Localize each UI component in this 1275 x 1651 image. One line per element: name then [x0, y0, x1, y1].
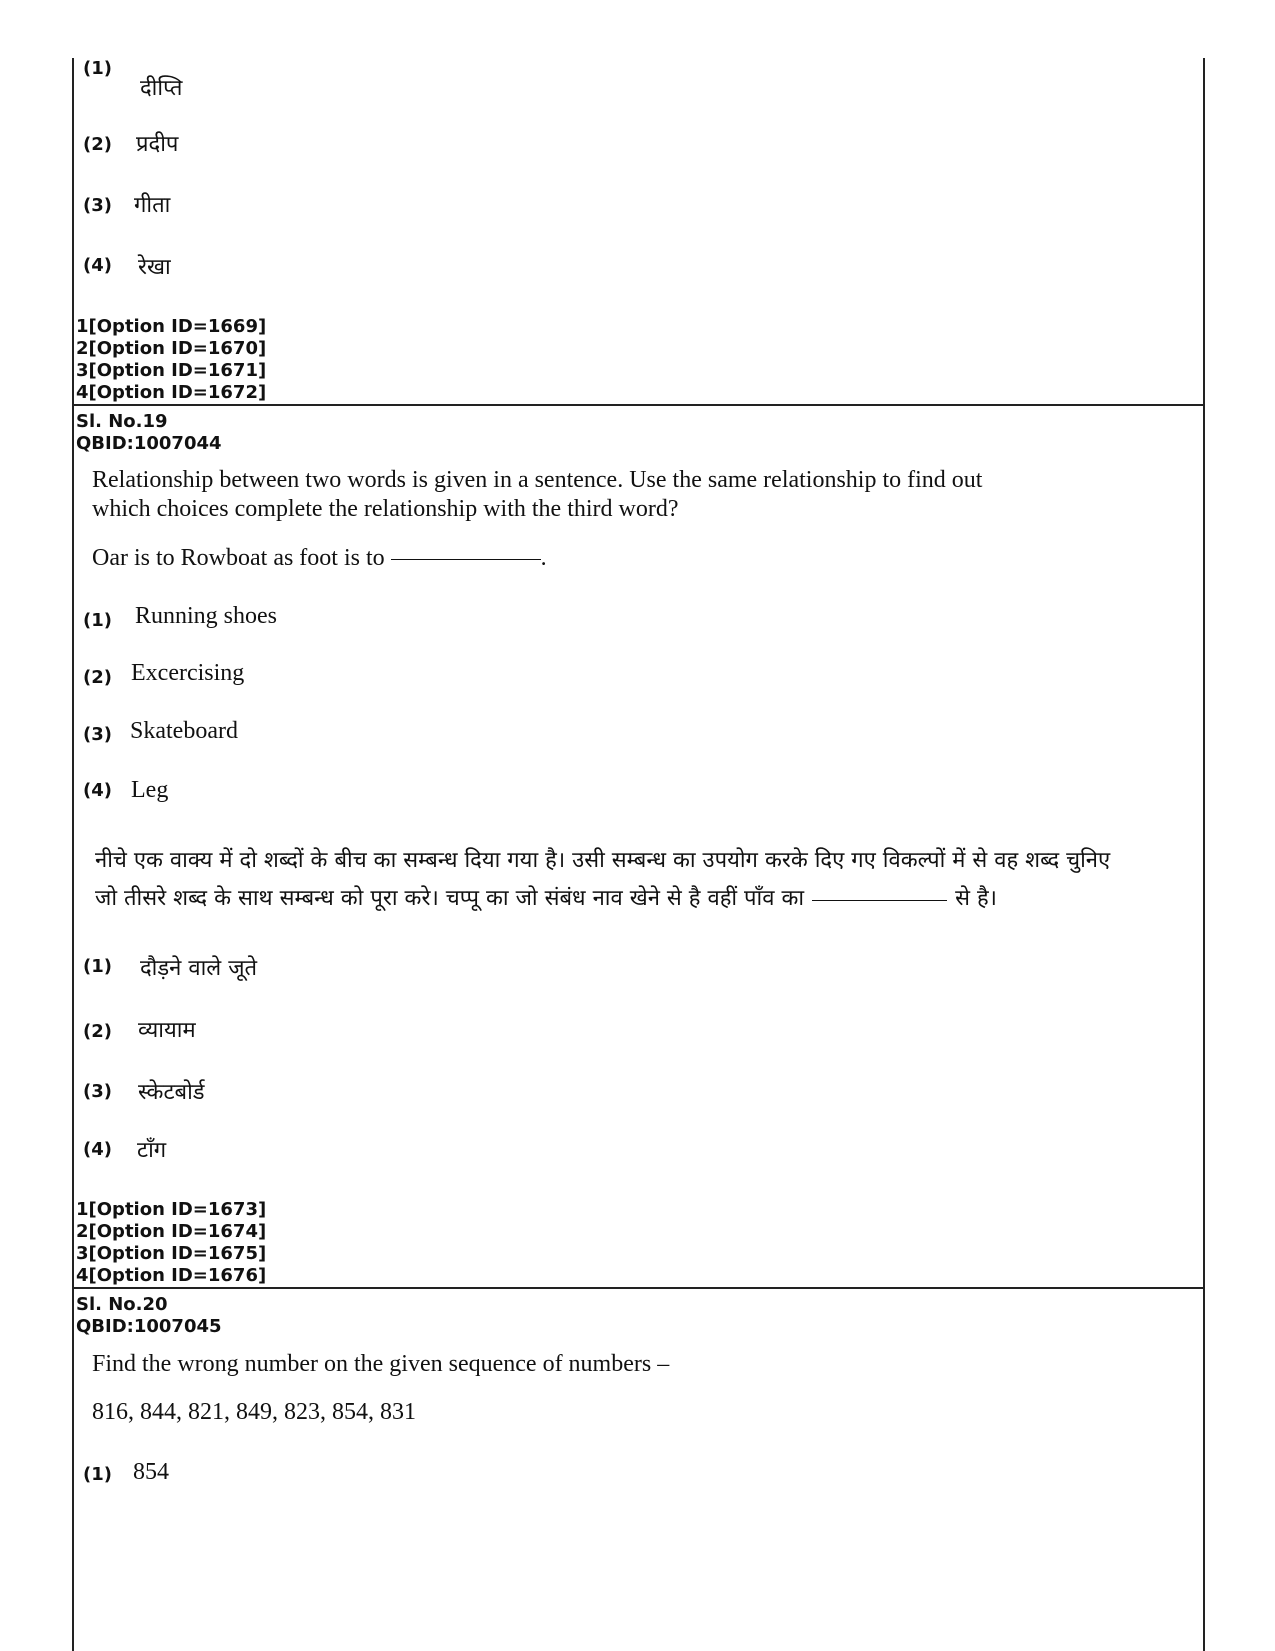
- analogy-text: Oar is to Rowboat as foot is to: [92, 545, 385, 571]
- option-text: Skateboard: [130, 718, 238, 744]
- option-id: 1[Option ID=1669]: [76, 316, 267, 337]
- question-divider: [72, 404, 1205, 406]
- option-number: (3): [83, 724, 112, 745]
- option-text: प्रदीप: [136, 132, 179, 157]
- serial-number: Sl. No.20: [76, 1294, 168, 1315]
- option-text: रेखा: [138, 255, 171, 280]
- question-line: which choices complete the relationship with the third word?: [92, 496, 679, 522]
- question-line: नीचे एक वाक्य में दो शब्दों के बीच का सम्बन्ध दिया गया है। उसी सम्बन्ध का उपयोग करके दिए गए विकल्पों में से वह शब्द चुनिए: [95, 848, 1111, 873]
- q20-question-en: Find the wrong number on the given sequence of numbers –: [92, 1351, 670, 1377]
- option-id: 3[Option ID=1671]: [76, 360, 267, 381]
- q19-question-en: [92, 466, 982, 524]
- answer-blank: [812, 900, 947, 901]
- option-id: 2[Option ID=1670]: [76, 338, 267, 359]
- option-number: (1): [83, 1464, 112, 1485]
- q18-option-ids: [76, 316, 266, 404]
- option-text: गीता: [134, 193, 171, 218]
- question-line: Relationship between two words is given in a sentence. Use the same relationship to find out: [92, 467, 983, 493]
- option-text: 854: [133, 1459, 169, 1485]
- option-text: टाँग: [137, 1138, 167, 1163]
- option-number: (3): [83, 195, 112, 216]
- q20-sequence: 816, 844, 821, 849, 823, 854, 831: [92, 1399, 416, 1425]
- option-number: (4): [83, 1139, 112, 1160]
- option-number: (2): [83, 1021, 112, 1042]
- q20-header: [76, 1294, 222, 1338]
- option-id: 2[Option ID=1674]: [76, 1221, 267, 1242]
- option-text: स्केटबोर्ड: [138, 1080, 205, 1105]
- option-text: दौड़ने वाले जूते: [140, 956, 258, 981]
- option-number: (1): [83, 956, 112, 977]
- question-bank-id: QBID:1007044: [76, 433, 222, 454]
- option-number: (2): [83, 667, 112, 688]
- option-text: दीप्ति: [140, 76, 183, 101]
- option-text: Excercising: [131, 660, 245, 686]
- q19-analogy-en: [92, 545, 547, 572]
- option-number: (1): [83, 58, 112, 79]
- option-number: (2): [83, 134, 112, 155]
- question-line-end: से है।: [955, 886, 997, 911]
- question-divider: [72, 1287, 1205, 1289]
- option-text: Leg: [131, 777, 169, 803]
- q19-question-hi: [95, 842, 1110, 918]
- q19-option-ids: [76, 1199, 266, 1287]
- option-text: Running shoes: [135, 603, 278, 629]
- q19-header: [76, 411, 222, 455]
- option-id: 1[Option ID=1673]: [76, 1199, 267, 1220]
- option-number: (3): [83, 1081, 112, 1102]
- option-id: 4[Option ID=1676]: [76, 1265, 267, 1286]
- option-text: व्यायाम: [138, 1018, 196, 1043]
- option-id: 3[Option ID=1675]: [76, 1243, 267, 1264]
- option-id: 4[Option ID=1672]: [76, 382, 267, 403]
- option-number: (1): [83, 610, 112, 631]
- option-number: (4): [83, 780, 112, 801]
- question-bank-id: QBID:1007045: [76, 1316, 222, 1337]
- question-line: जो तीसरे शब्द के साथ सम्बन्ध को पूरा करे। चप्पू का जो संबंध नाव खेने से है वहीं पाँव का: [95, 886, 805, 911]
- serial-number: Sl. No.19: [76, 411, 168, 432]
- option-number: (4): [83, 255, 112, 276]
- analogy-end: .: [540, 545, 547, 571]
- answer-blank: [391, 559, 541, 560]
